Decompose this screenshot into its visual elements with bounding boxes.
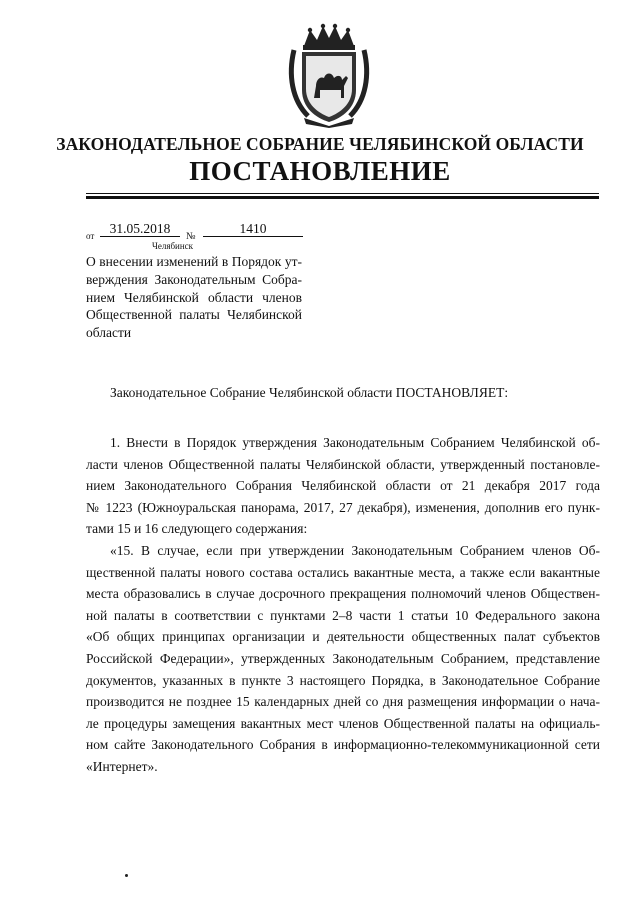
subject-line: верждения Законодательным Собра- (86, 271, 302, 287)
body-line: № 1223 (Южноуральская панорама, 2017, 27 декабря), изменения, дополнив его пунк- (86, 499, 600, 515)
body-line: Российской Федерации», утвержденных Законодательным Собранием, представление (86, 650, 600, 666)
body-line: тами 15 и 16 следующего содержания: (86, 521, 308, 537)
document-type: ПОСТАНОВЛЕНИЕ (189, 156, 451, 186)
body-line: щественной палаты нового состава остались вакантные места, а также если вакантные (86, 564, 600, 580)
body-line: ле процедуры замещения вакантных мест членов Общественной палаты на официаль- (86, 715, 600, 731)
city-label: Челябинск (152, 241, 194, 251)
scan-speck (125, 874, 128, 877)
body-line: нием Законодательного Собрания Челябинской области от 21 декабря 2017 года (86, 478, 600, 494)
decree-statement: Законодательное Собрание Челябинской области ПОСТАНОВЛЯЕТ: (110, 385, 509, 400)
body-line: документов, указанных в пункте 3 настоящего Порядка, в Законодательное Собрание (86, 672, 600, 688)
subject-line: области (86, 325, 132, 341)
body-line: «Об общих принципах организации и деятельности общественных палат субъектов (86, 629, 600, 645)
subject-line: нием Челябинской области членов (86, 289, 302, 305)
header-divider-thin (86, 193, 599, 194)
body-line: «15. В случае, если при утверждении Законодательным Собранием членов Об- (110, 542, 600, 558)
organization-title: ЗАКОНОДАТЕЛЬНОЕ СОБРАНИЕ ЧЕЛЯБИНСКОЙ ОБЛАСТИ (56, 134, 584, 154)
subject-line: Общественной палаты Челябинской (86, 307, 302, 323)
body-line: «Интернет». (86, 758, 158, 774)
body-line: ной палаты в соответствии с пунктами 2–8 части 1 статьи 10 Федерального закона (86, 607, 600, 623)
document-body (86, 432, 600, 778)
document-number: 1410 (203, 221, 303, 237)
date-label: от (86, 231, 95, 241)
number-label: № (186, 231, 196, 242)
body-line: 1. Внести в Порядок утверждения Законодательным Собранием Челябинской об- (110, 435, 600, 450)
document-subject (86, 253, 302, 342)
body-line: ном сайте Законодательного Собрания в информационно-телекоммуникационной сети (86, 737, 600, 753)
body-line: места образовались в случае досрочного прекращения полномочий членов Обществен- (86, 586, 600, 602)
body-line: производится не позднее 15 календарных дней со дня размещения информации о нача- (86, 694, 600, 710)
subject-line: О внесении изменений в Порядок ут- (86, 254, 302, 269)
document-date: 31.05.2018 (100, 221, 180, 237)
header-divider-thick (86, 196, 599, 199)
body-line: ласти членов Общественной палаты Челябинской области, утвержденный постановле- (86, 456, 600, 472)
coat-of-arms-icon (286, 20, 372, 128)
